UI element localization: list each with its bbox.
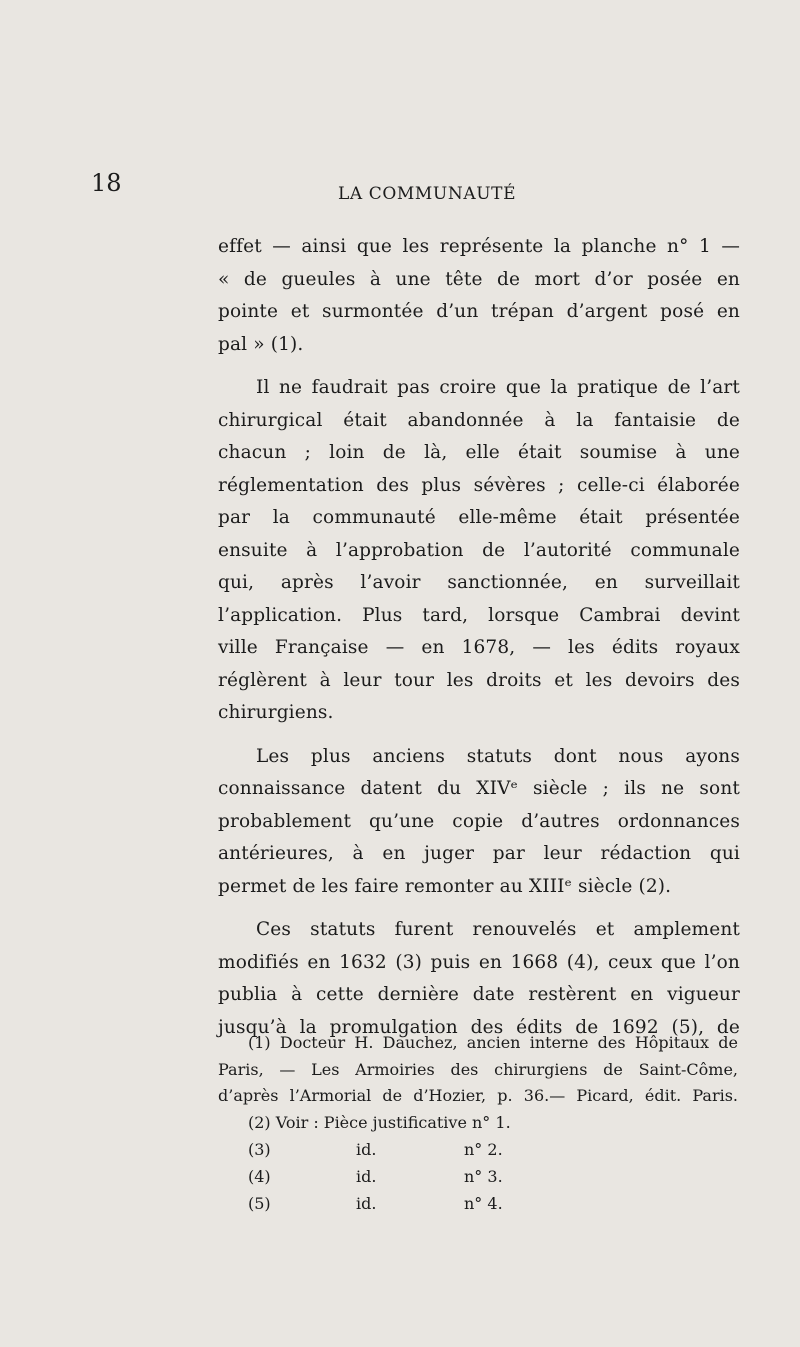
footnote-ref: id. [356, 1194, 377, 1213]
footnote-2: (2) Voir : Pièce justificative n° 1. [248, 1112, 511, 1132]
text-line: par la communauté elle-même était présentée [218, 507, 740, 528]
footnote-1-line: Paris, — Les Armoiries des chirurgiens de Saint-Côme, [218, 1059, 738, 1079]
footnotes [218, 1030, 738, 1217]
page-number: 18 [91, 169, 122, 197]
text-line: antérieures, à en juger par leur rédaction qui [218, 843, 740, 864]
text-line: ensuite à l’approbation de l’autorité communale [218, 539, 740, 561]
text-line: permet de les faire remonter au XIIIᵉ siècle (2). [218, 875, 672, 897]
text-line: qui, après l’avoir sanctionnée, en surveillait [218, 572, 740, 593]
text-line: connaissance datent du XIVᵉ siècle ; ils ne sont [218, 778, 740, 799]
text-line: Ces statuts furent renouvelés et amplement [256, 919, 740, 940]
footnote-piece-number: n° 4. [464, 1194, 503, 1213]
text-line: « de gueules à une tête de mort d’or posée en [218, 268, 740, 290]
footnote-1-line: (1) Docteur H. Dauchez, ancien interne des Hôpitaux de [248, 1033, 738, 1052]
body-text [218, 231, 740, 1044]
text-line: effet — ainsi que les représente la planche n° 1 — [218, 236, 740, 257]
footnote-number: (4) [248, 1167, 271, 1186]
footnote-ref: id. [356, 1167, 377, 1186]
footnote-4 [248, 1163, 738, 1190]
footnote-1-line: d’après l’Armorial de d’Hozier, p. 36.— Picard, édit. Paris. [218, 1086, 738, 1105]
text-line: chacun ; loin de là, elle était soumise à une [218, 442, 740, 463]
text-line: pal » (1). [218, 333, 304, 355]
text-line: probablement qu’une copie d’autres ordonnances [218, 810, 740, 832]
text-line: réglèrent à leur tour les droits et les devoirs des [218, 669, 740, 691]
text-line: Il ne faudrait pas croire que la pratique de l’art [256, 377, 740, 398]
footnote-number: (5) [248, 1194, 271, 1213]
text-line: Les plus anciens statuts dont nous ayons [256, 745, 740, 767]
text-line: pointe et surmontée d’un trépan d’argent posé en [218, 301, 740, 322]
text-line: l’application. Plus tard, lorsque Cambrai devint [218, 604, 740, 626]
running-title: LA COMMUNAUTÉ [338, 184, 517, 204]
text-line: modifiés en 1632 (3) puis en 1668 (4), ceux que l’on [218, 951, 740, 973]
text-line: ville Française — en 1678, — les édits royaux [218, 637, 740, 658]
footnote-5 [248, 1190, 738, 1217]
text-line: chirurgiens. [218, 702, 334, 723]
text-line: réglementation des plus sévères ; celle-ci élaborée [218, 474, 740, 496]
footnote-piece-number: n° 3. [464, 1167, 503, 1186]
text-line: publia à cette dernière date restèrent en vigueur [218, 984, 740, 1005]
footnote-3 [248, 1136, 738, 1163]
footnote-number: (3) [248, 1140, 271, 1159]
footnote-ref: id. [356, 1140, 377, 1159]
text-line: jusqu’à la promulgation des édits de 1692 (5), de [218, 1016, 740, 1038]
text-line: chirurgical était abandonnée à la fantaisie de [218, 409, 740, 431]
footnote-piece-number: n° 2. [464, 1140, 503, 1159]
